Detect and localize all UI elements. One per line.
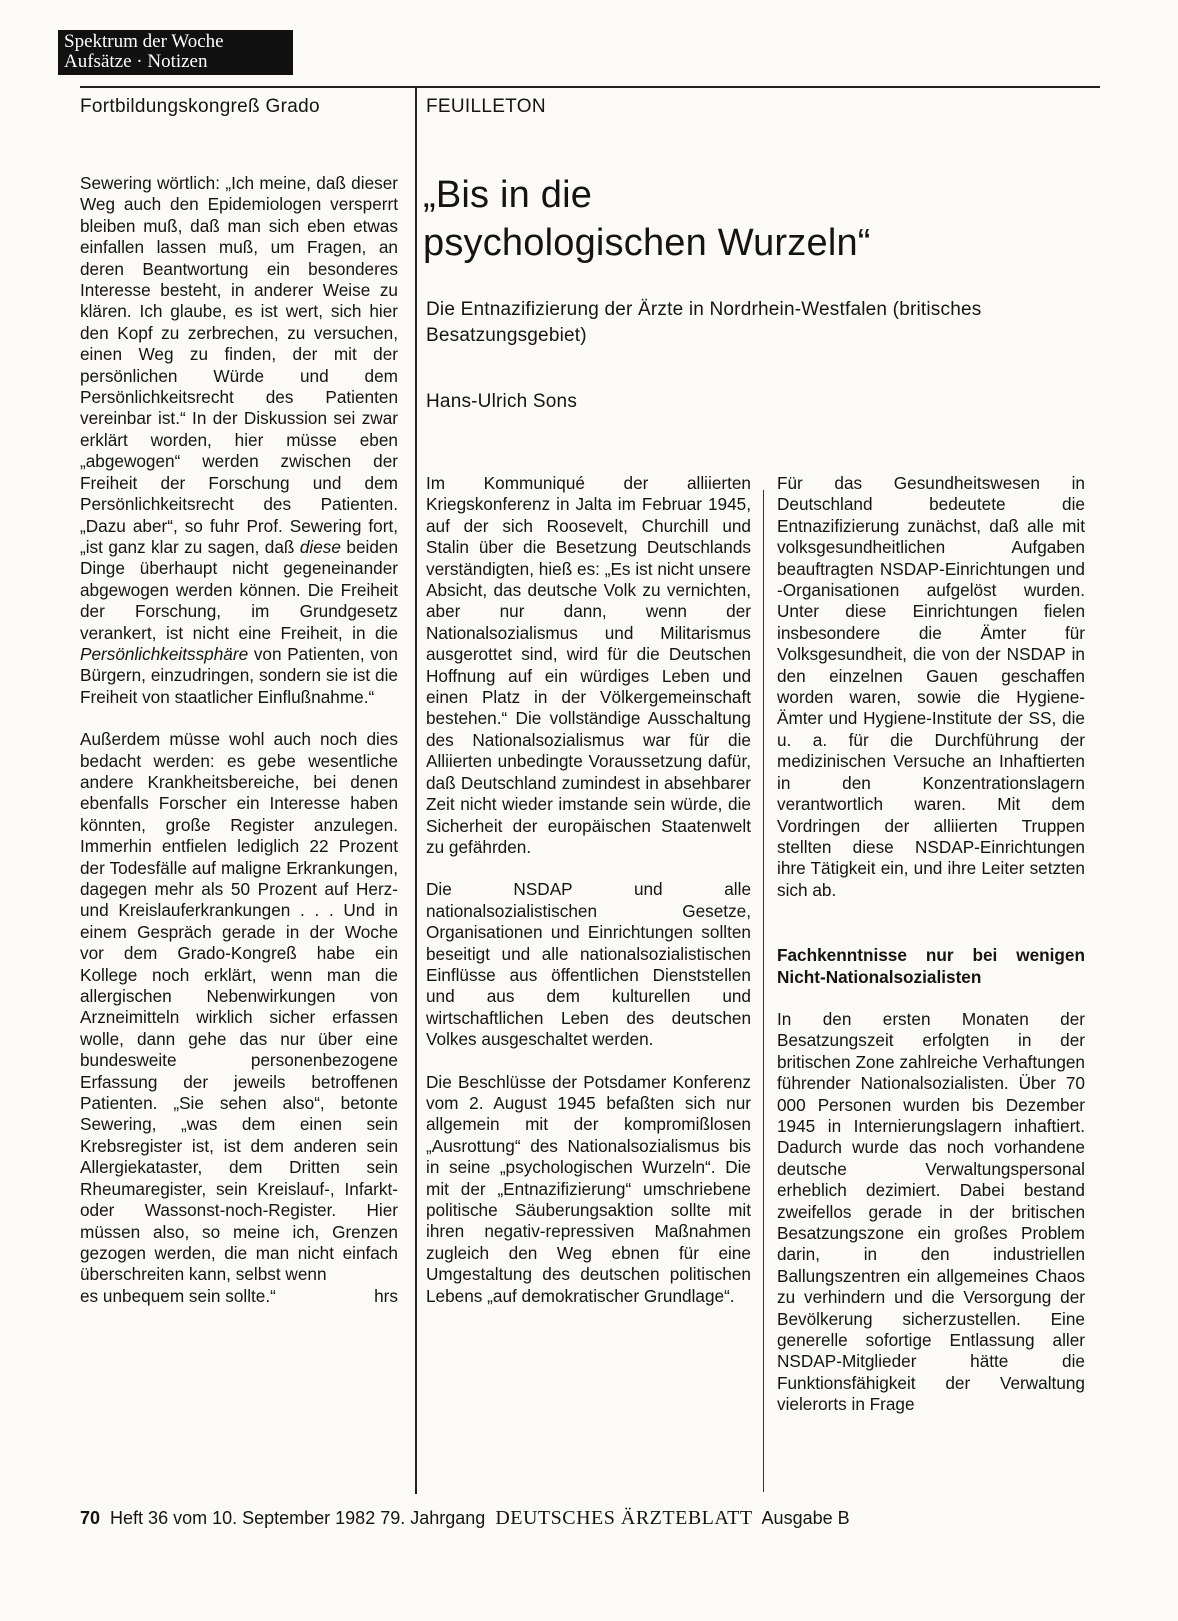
right-subheading: Fachkenntnisse nur bei wenigen Nicht-Nationalsozialisten xyxy=(777,945,1085,987)
left-column-title: Fortbildungskongreß Grado xyxy=(80,96,320,117)
section-tag-line2: Aufsätze · Notizen xyxy=(64,51,208,72)
publication-name: DEUTSCHES ÄRZTEBLATT xyxy=(495,1507,753,1529)
left-paragraph-2: Außerdem müsse wohl auch noch dies bedacht werden: es gebe wesentliche andere Krankheitsbereiche, bei denen ebenfalls Forscher ein Interesse haben könnten, große Register anzulegen. Immerhin entfielen lediglich 22 Prozent der Todesfälle auf maligne Erkrankungen, dagegen mehr als 50 Prozent auf Herz- und Kreislauferkrankungen . . . Und in einem Gespräch gerade in der Woche vor dem Grado-Kongreß habe ein Kollege noch erklärt, wenn man die allergischen Nebenwirkungen von Arzneimitteln wirklich sicher erfassen wolle, dann gehe das nur über eine bundesweite personenbezogene Erfassung der jeweils betroffenen Patienten. „Sie sehen also“, betonte Sewering, „was dem einen sein Krebsregister ist, ist dem anderen sein Allergiekataster, dem Dritten sein Rheumaregister, sein Kreislauf-, Infarkt- oder Wassonst-noch-Register. Hier müssen also, so meine ich, Grenzen gezogen werden, die man nicht einfach überschreiten kann, selbst wenn xyxy=(80,729,398,1285)
right-paragraph-2: In den ersten Monaten der Besatzungszeit erfolgten in der britischen Zone zahlreiche Verhaftungen führender Nationalsozialisten. Über 70 000 Personen wurden bis Dezember 1945 in Internierungslagern inhaftiert. Dadurch wurde das noch vorhandene deutsche Verwaltungspersonal erheblich dezimiert. Dabei bestand zweifellos gerade in der britischen Besatzungszone ein großes Problem darin, in den industriellen Ballungszentren ein allgemeines Chaos zu verhindern und die Versorgung der Bevölkerung sicherzustellen. Eine generelle sofortige Entlassung aller NSDAP-Mitglieder hätte die Funktionsfähigkeit der Verwaltung vielerorts in Frage xyxy=(777,1008,1085,1415)
author-signature: hrs xyxy=(374,1285,398,1306)
header-rule xyxy=(80,86,1100,88)
edition: Ausgabe B xyxy=(761,1508,850,1528)
left-p1-part-c: von Patienten, von Bürgern, einzudringen, sondern sie ist die Freiheit von staatlicher Einflußnahme.“ xyxy=(80,643,398,707)
right-column-title: FEUILLETON xyxy=(426,96,546,117)
left-paragraph-2-last-line: es unbequem sein sollte.“ xyxy=(80,1285,276,1306)
left-paragraph-2-end xyxy=(80,1286,398,1307)
left-paragraph-1 xyxy=(80,173,398,708)
column-divider xyxy=(415,86,417,1494)
section-tag-line1: Spektrum der Woche xyxy=(64,31,224,52)
left-p1-emphasis-1: diese xyxy=(299,536,341,557)
right-column-text xyxy=(777,473,1085,1416)
left-column-text xyxy=(80,173,398,1307)
article-author: Hans-Ulrich Sons xyxy=(426,391,578,412)
issue-info: Heft 36 vom 10. September 1982 79. Jahrgang xyxy=(110,1508,486,1528)
middle-paragraph-3: Die Beschlüsse der Potsdamer Konferenz vom 2. August 1945 befaßten sich nur allgemein mit der kompromißlosen „Ausrottung“ des Nationalsozialismus bis in seine „psychologischen Wurzeln“. Die mit der „Entnazifizierung“ umschriebene politische Säuberungsaktion sollte mit ihren negativ-repressiven Maßnahmen zugleich den Weg ebnen für eine Umgestaltung des deutschen politischen Lebens „auf demokratischer Grundlage“. xyxy=(426,1071,751,1306)
left-p1-part-b: beiden Dinge überhaupt nicht gegeneinander abgewogen werden können. Die Freiheit der Forschung, im Grundgesetz verankert, ist nicht eine Freiheit, in die xyxy=(80,536,398,643)
middle-column-text xyxy=(426,473,751,1307)
right-paragraph-1: Für das Gesundheitswesen in Deutschland bedeutete die Entnazifizierung zunächst, daß alle mit volksgesundheitlichen Aufgaben beauftragten NSDAP-Einrichtungen und -Organisationen aufgelöst wurden. Unter diese Einrichtungen fielen insbesondere die Ämter für Volksgesundheit, die von der NSDAP in den einzelnen Gauen geschaffen worden waren, sowie die Hygiene-Ämter und Hygiene-Institute der SS, die u. a. für die Durchführung der medizinischen Versuche an Inhaftierten in den Konzentrationslagern verantwortlich waren. Mit dem Vordringen der alliierten Truppen stellten diese NSDAP-Einrichtungen ihre Tätigkeit ein, und ihre Leiter setzten sich ab. xyxy=(777,473,1085,900)
headline-line2: psychologischen Wurzeln“ xyxy=(423,222,871,264)
middle-paragraph-1: Im Kommuniqué der alliierten Kriegskonferenz in Jalta im Februar 1945, auf der sich Roosevelt, Churchill und Stalin über die Besetzung Deutschlands verständigten, hieß es: „Es ist nicht unsere Absicht, das deutsche Volk zu vernichten, aber nur dann, wenn der Nationalsozialismus und Militarismus ausgerottet sind, wird für die Deutschen Hoffnung auf ein würdiges Leben und einen Platz in der Völkergemeinschaft bestehen.“ Die vollständige Ausschaltung des Nationalsozialismus war für die Alliierten unbedingte Voraussetzung dafür, daß Deutschland zumindest in absehbarer Zeit nicht wieder imstande sein würde, die Sicherheit der europäischen Staatenwelt zu gefährden. xyxy=(426,473,751,857)
left-p1-part-a: Sewering wörtlich: „Ich meine, daß dieser Weg auch den Epidemiologen versperrt bleiben muß, daß man sich eben etwas einfallen lassen muß, um Fragen, an deren Beantwortung ein besonderes Interesse besteht, in anderer Weise zu klären. Ich glaube, es ist wert, sich hier den Kopf zu zerbrechen, zu versuchen, einen Weg zu finden, der mit der persönlichen Würde und dem Persönlichkeitsrecht des Patienten vereinbar ist.“ In der Diskussion sei zwar erklärt worden, hier müsse eben „abgewogen“ werden zwischen der Freiheit der Forschung und dem Persönlichkeitsrecht des Patienten. „Dazu aber“, so fuhr Prof. Sewering fort, „ist ganz klar zu sagen, daß xyxy=(80,173,398,557)
article-headline xyxy=(423,171,1083,267)
middle-paragraph-2: Die NSDAP und alle nationalsozialistischen Gesetze, Organisationen und Einrichtungen sollten beseitigt und alle nationalsozialistischen Einflüsse aus öffentlichen Dienststellen und aus dem kulturellen und wirtschaftlichen Leben des deutschen Volkes ausgeschaltet werden. xyxy=(426,879,751,1050)
column-divider-right xyxy=(763,490,764,1492)
section-tag xyxy=(58,30,293,75)
article-subtitle: Die Entnazifizierung der Ärzte in Nordrhein-Westfalen (britisches Besatzungsgebiet) xyxy=(426,299,982,346)
page-number: 70 xyxy=(80,1508,101,1528)
headline-line1: „Bis in die xyxy=(423,174,593,216)
left-p1-emphasis-2: Persönlichkeitssphäre xyxy=(80,643,249,664)
page-footer xyxy=(80,1507,850,1530)
